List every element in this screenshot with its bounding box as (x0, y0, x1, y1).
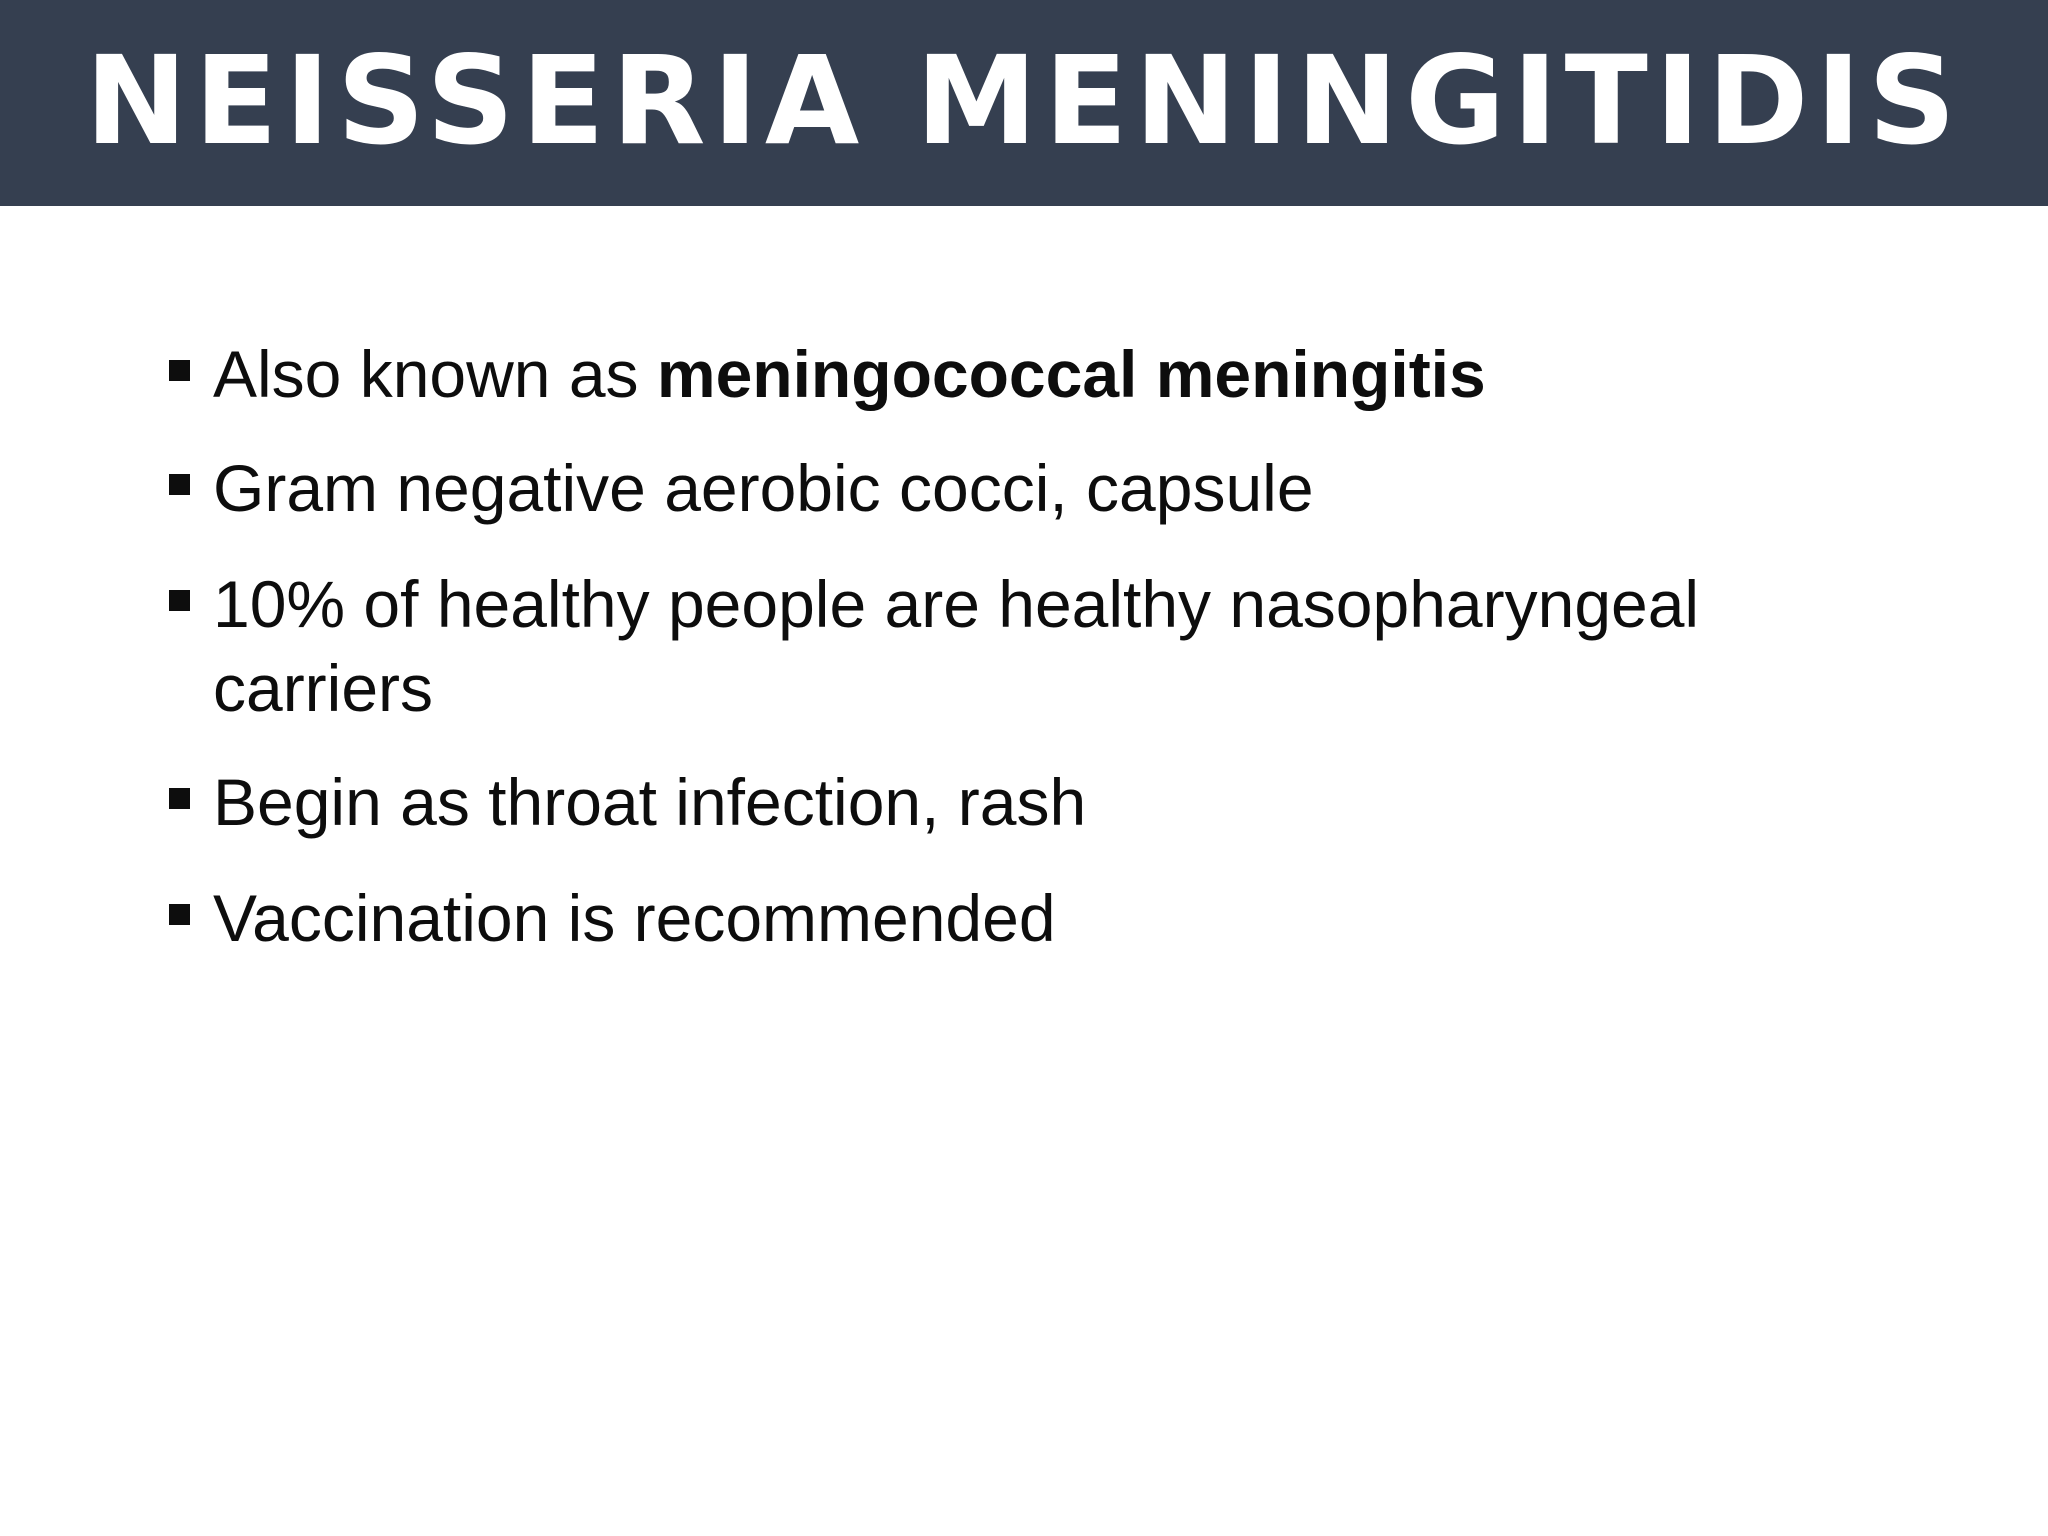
square-bullet-icon (169, 590, 190, 611)
bullet-text-prefix: Also known as (213, 337, 657, 411)
slide-title: NEISSERIA MENINGITIDIS (85, 30, 1963, 172)
bullet-text: Vaccination is recommended (213, 881, 1056, 955)
square-bullet-icon (169, 904, 190, 925)
square-bullet-icon (169, 474, 190, 495)
bullet-text: Begin as throat infection, rash (213, 765, 1087, 839)
square-bullet-icon (169, 788, 190, 809)
square-bullet-icon (169, 360, 190, 381)
bullet-text-line-2: carriers (213, 651, 434, 725)
bullet-text-line-1: 10% of healthy people are healthy nasopharyngeal (213, 567, 1700, 641)
bullet-text (213, 332, 1913, 416)
bullet-text (213, 562, 1913, 730)
bullet-text-bold: meningococcal meningitis (656, 337, 1486, 411)
bullet-text: Gram negative aerobic cocci, capsule (213, 451, 1314, 525)
